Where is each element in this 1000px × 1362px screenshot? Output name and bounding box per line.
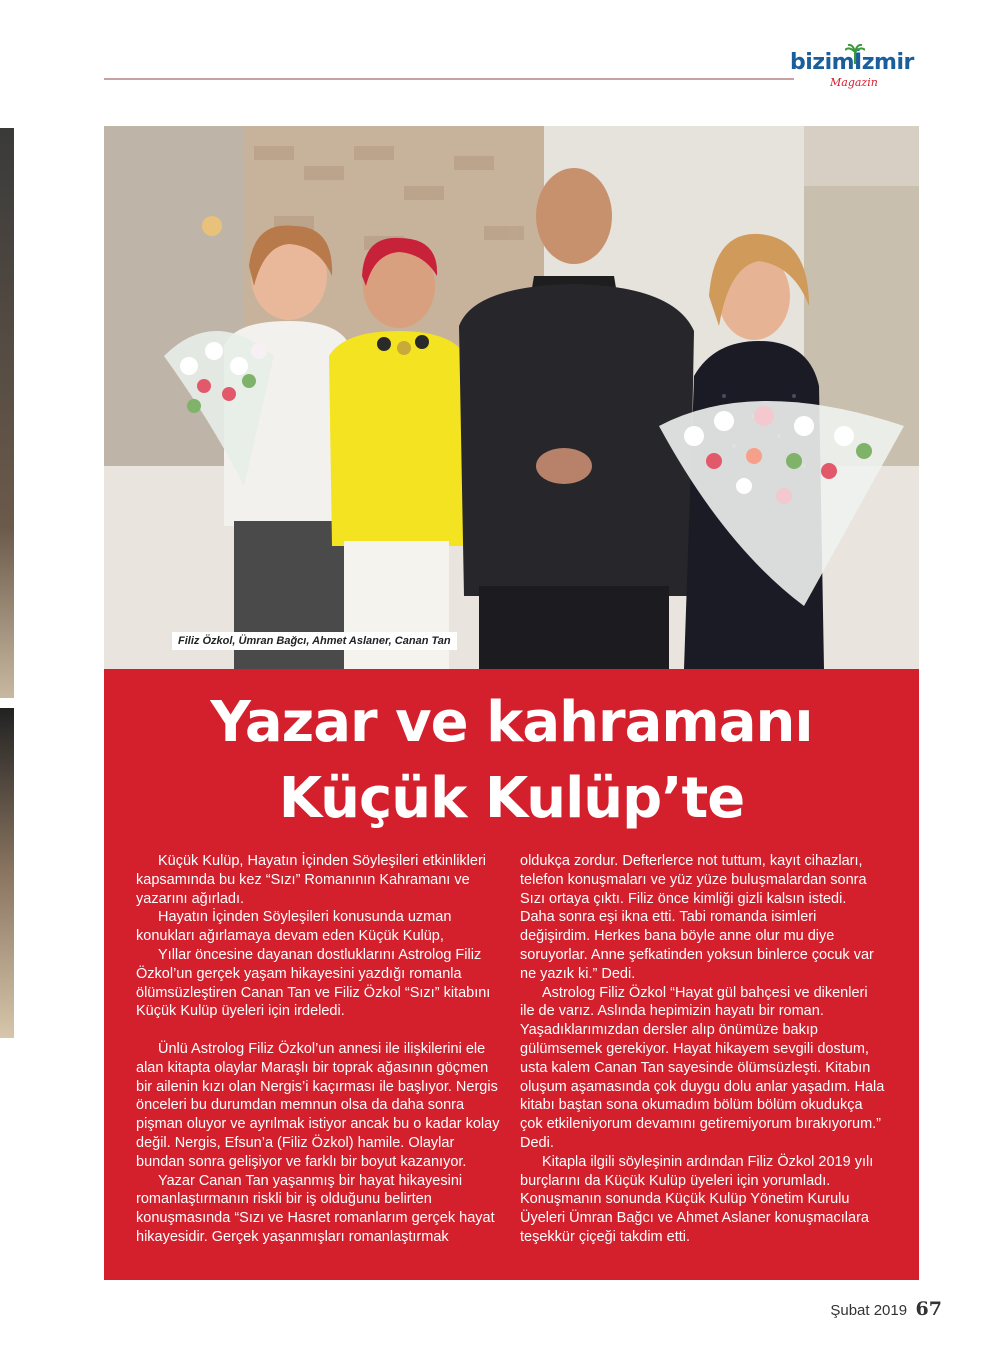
- paragraph: Ünlü Astrolog Filiz Özkol’un annesi ile ilişkilerini ele alan kitapta olaylar Maraşlı bir toprak ağasının göçmen bir ailenin kızı olan Nergis’i kaçırması ile başlıyor. Nergis önceleri bu durumdan memnun olsa da daha sonra pişman oluyor ve ayrılmak istiyor ancak bu o kadar kolay değil. Nergis, Efsun’a (Filiz Özkol) hamile. Olaylar bundan sonra gelişiyor ve farklı bir boyut kazanıyor.: [136, 1040, 500, 1170]
- photo-caption: Filiz Özkol, Ümran Bağcı, Ahmet Aslaner, Canan Tan: [172, 632, 457, 650]
- page-number: 67: [915, 1298, 942, 1320]
- logo-subtitle: Magazin: [830, 76, 878, 89]
- article-column-right: [520, 852, 885, 1247]
- headline-line-1: Yazar ve kahramanı: [210, 690, 813, 755]
- adjacent-page-strip-bottom: [0, 708, 14, 1038]
- group-photo-illustration: [104, 126, 919, 669]
- palm-tree-icon: [845, 44, 865, 64]
- adjacent-page-strip-top: [0, 128, 14, 698]
- paragraph: oldukça zordur. Defterlerce not tuttum, kayıt cihazları, telefon konuşmaları ve yüz yüze buluşmalardan sonra Sızı ortaya çıktı. Filiz önce kimliği gizli kalsın istedi. Daha sonra eşi ikna etti. Tabi romanda isimleri değişirdim. Herkes bana böyle anne olur mu diye soruyorlar. Anne şefkatinden yoksun binlerce çocuk var ne yazık ki.” Dedi.: [520, 853, 874, 982]
- paragraph-gap: [136, 1021, 501, 1040]
- paragraph: Kitapla ilgili söyleşinin ardından Filiz Özkol 2019 yılı burçlarını da Küçük Kulüp üyeleri için yorumladı. Konuşmanın sonunda Küçük Kulüp Yönetim Kurulu Üyeleri Ümran Bağcı ve Ahmet Aslaner konuşmacılara teşekkür çiçeği takdim etti.: [520, 1153, 874, 1245]
- article-column-left: [136, 852, 501, 1247]
- paragraph: Küçük Kulüp, Hayatın İçinden Söyleşileri etkinlikleri kapsamında bu kez “Sızı” Romanının Kahramanı ve yazarını ağırladı.: [136, 853, 487, 907]
- page-footer: [830, 1298, 942, 1320]
- magazine-logo: [790, 50, 920, 100]
- logo-text: bizimİzmir: [790, 50, 914, 75]
- article-panel: [104, 669, 919, 1280]
- paragraph: Yazar Canan Tan yaşanmış bir hayat hikayesini romanlaştırmanın riskli bir iş olduğunu belirten konuşmasında “Sızı ve Hasret romanlarım gerçek hayat hikayesidir. Gerçek yaşanmışları romanlaştırmak: [136, 1172, 495, 1245]
- paragraph: Astrolog Filiz Özkol “Hayat gül bahçesi ve dikenleri ile de varız. Aslında hepimizin hayatı bir roman. Yaşadıklarımızdan dersler alıp önümüze bakıp gülümsemek gerekiyor. Hayat hikayem sevgili dostum, usta kalem Canan Tan sayesinde ölümsüzleşti. Kitabın oluşum aşamasında çok duygu dolu anlar yaşadım. Hala kitabı baştan sona okumadım bölüm bölüm okudukça çok etkileniyorum devamını getiremiyorum bırakıyorum.” Dedi.: [520, 984, 885, 1151]
- issue-date: Şubat 2019: [830, 1302, 908, 1319]
- headline: [104, 685, 919, 837]
- headline-line-2: Küçük Kulüp’te: [278, 766, 745, 831]
- paragraph: Yıllar öncesine dayanan dostluklarını Astrolog Filiz Özkol’un gerçek yaşam hikayesini yazdığı romanla ölümsüzleştiren Canan Tan ve Filiz Özkol “Sızı” kitabını Küçük Kulüp üyeleri için irdeledi.: [136, 946, 491, 1020]
- paragraph: Hayatın İçinden Söyleşileri konusunda uzman konukları ağırlamaya devam eden Küçük Kulüp,: [136, 909, 452, 945]
- header-rule: [104, 78, 794, 80]
- event-photo: [104, 126, 919, 669]
